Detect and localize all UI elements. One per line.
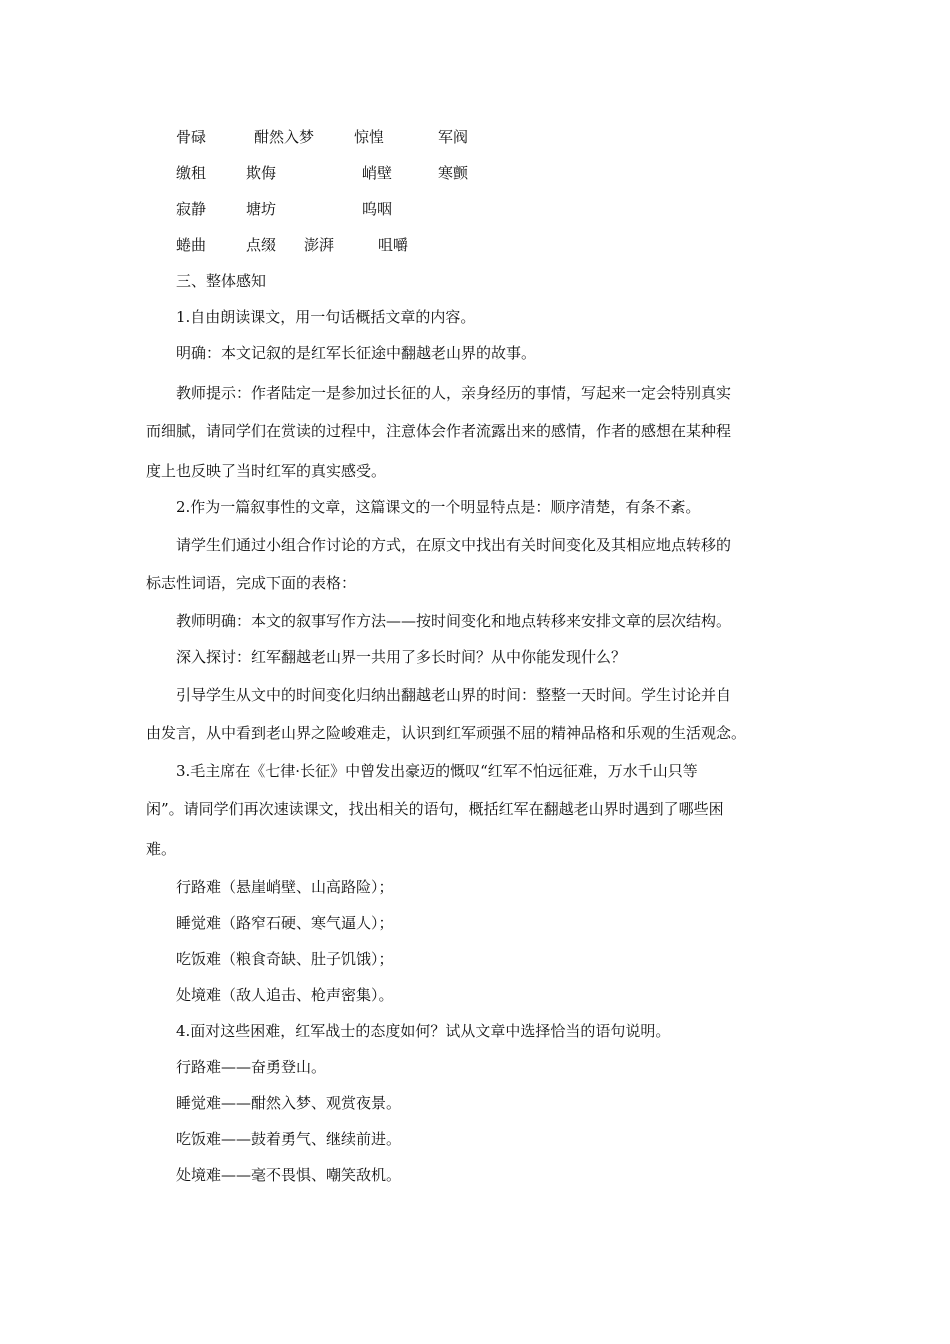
teacher-tip-line: 度上也反映了当时红军的真实感受。 [146, 462, 387, 480]
answer-1: 明确：本文记叙的是红军长征途中翻越老山界的故事。 [176, 344, 537, 362]
question-3-line: 难。 [146, 840, 177, 858]
vocab-word: 塘坊 [246, 200, 277, 218]
question-3-line: 3.毛主席在《七律·长征》中曾发出豪迈的慨叹“红军不怕远征难，万水千山只等 [176, 762, 698, 780]
task-line: 标志性词语，完成下面的表格： [146, 574, 357, 592]
teacher-tip-line: 教师提示：作者陆定一是参加过长征的人，亲身经历的事情，写起来一定会特别真实 [176, 384, 732, 402]
teacher-clarification: 教师明确：本文的叙事写作方法——按时间变化和地点转移来安排文章的层次结构。 [176, 612, 732, 630]
deep-discussion: 深入探讨：红军翻越老山界一共用了多长时间？从中你能发现什么？ [176, 648, 627, 666]
vocab-word: 呜咽 [362, 200, 393, 218]
question-4: 4.面对这些困难，红军战士的态度如何？试从文章中选择恰当的语句说明。 [176, 1022, 671, 1040]
attitude-item: 吃饭难——鼓着勇气、继续前进。 [176, 1130, 402, 1148]
vocab-word: 惊惶 [354, 128, 385, 146]
vocab-word: 骨碌 [176, 128, 207, 146]
vocab-word: 寒颤 [438, 164, 469, 182]
vocab-word: 点缀 [246, 236, 277, 254]
guide-line: 引导学生从文中的时间变化归纳出翻越老山界的时间：整整一天时间。学生讨论并自 [176, 686, 732, 704]
vocab-word: 蜷曲 [176, 236, 207, 254]
difficulty-item: 行路难（悬崖峭壁、山高路险）； [176, 878, 394, 896]
vocab-word: 寂静 [176, 200, 207, 218]
attitude-item: 睡觉难——酣然入梦、观赏夜景。 [176, 1094, 402, 1112]
vocab-word: 咀嚼 [378, 236, 409, 254]
difficulty-item: 睡觉难（路窄石硬、寒气逼人）； [176, 914, 394, 932]
section-title: 三、整体感知 [176, 272, 267, 290]
vocab-word: 缴租 [176, 164, 207, 182]
difficulty-item: 吃饭难（粮食奇缺、肚子饥饿）； [176, 950, 394, 968]
vocab-word: 欺侮 [246, 164, 277, 182]
vocab-word: 军阀 [438, 128, 469, 146]
teacher-tip-line: 而细腻，请同学们在赏读的过程中，注意体会作者流露出来的感情，作者的感想在某种程 [146, 422, 732, 440]
vocab-word: 酣然入梦 [254, 128, 315, 146]
vocab-word: 峭壁 [362, 164, 393, 182]
vocab-word: 澎湃 [304, 236, 335, 254]
attitude-item: 行路难——奋勇登山。 [176, 1058, 327, 1076]
difficulty-item: 处境难（敌人追击、枪声密集）。 [176, 986, 394, 1004]
attitude-item: 处境难——毫不畏惧、嘲笑敌机。 [176, 1166, 402, 1184]
guide-line: 由发言，从中看到老山界之险峻难走，认识到红军顽强不屈的精神品格和乐观的生活观念。 [146, 724, 747, 742]
task-line: 请学生们通过小组合作讨论的方式，在原文中找出有关时间变化及其相应地点转移的 [176, 536, 732, 554]
question-3-line: 闲”。请同学们再次速读课文，找出相关的语句，概括红军在翻越老山界时遇到了哪些困 [146, 800, 724, 818]
question-2: 2.作为一篇叙事性的文章，这篇课文的一个明显特点是：顺序清楚，有条不紊。 [176, 498, 701, 516]
question-1: 1.自由朗读课文，用一句话概括文章的内容。 [176, 308, 476, 326]
